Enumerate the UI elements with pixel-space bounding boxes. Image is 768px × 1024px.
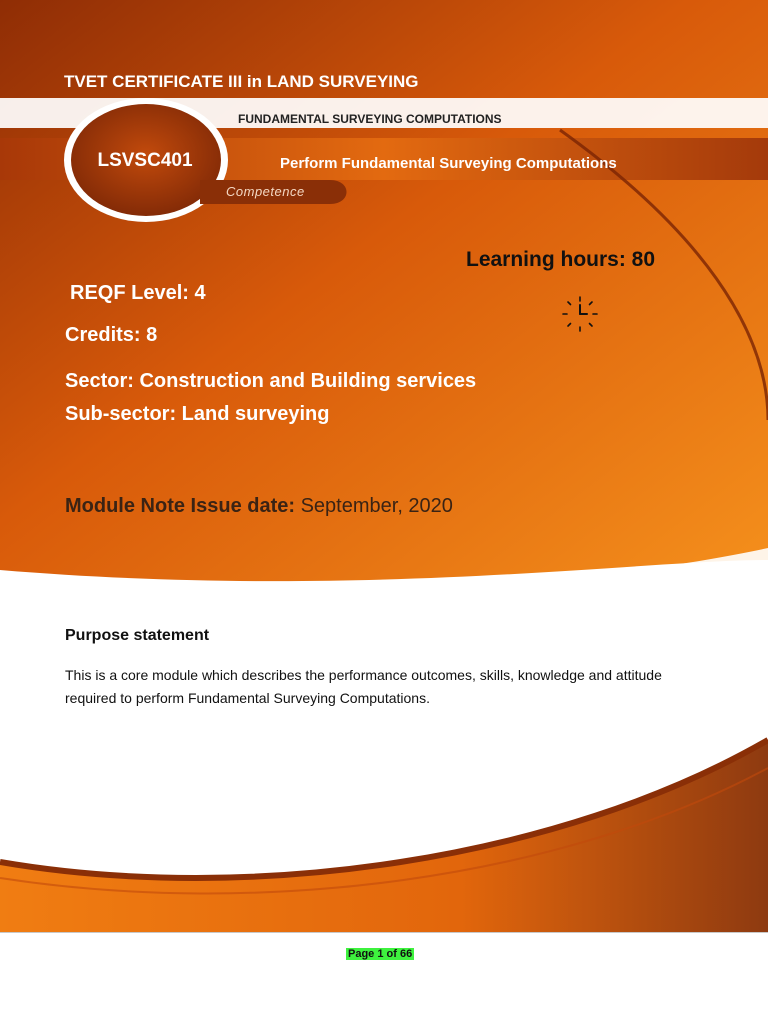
page-indicator: Page 1 of 66: [348, 948, 413, 960]
sector: Sector: Construction and Building services: [65, 370, 477, 392]
credits: Credits: 8: [65, 324, 158, 346]
module-category: FUNDAMENTAL SURVEYING COMPUTATIONS: [238, 112, 502, 126]
module-code: LSVSC401: [97, 150, 193, 171]
clock-icon: [560, 294, 600, 334]
module-title: Perform Fundamental Surveying Computations: [280, 155, 617, 172]
reqf-level: REQF Level: 4: [70, 282, 206, 304]
issue-date: [65, 495, 453, 518]
issue-date-value: September, 2020: [295, 495, 453, 517]
issue-date-label: Module Note Issue date:: [65, 495, 296, 517]
purpose-text: This is a core module which describes the performance outcomes, skills, knowledge and attitude required to perform Fundamental Surveying Computations.: [65, 667, 662, 706]
footer-divider: [0, 932, 768, 933]
learning-hours: Learning hours: 80: [466, 248, 656, 271]
competence-label: Competence: [226, 184, 305, 199]
purpose-heading: Purpose statement: [65, 627, 210, 644]
sub-sector: Sub-sector: Land surveying: [65, 403, 330, 425]
certificate-title: TVET CERTIFICATE III in LAND SURVEYING: [64, 72, 419, 91]
